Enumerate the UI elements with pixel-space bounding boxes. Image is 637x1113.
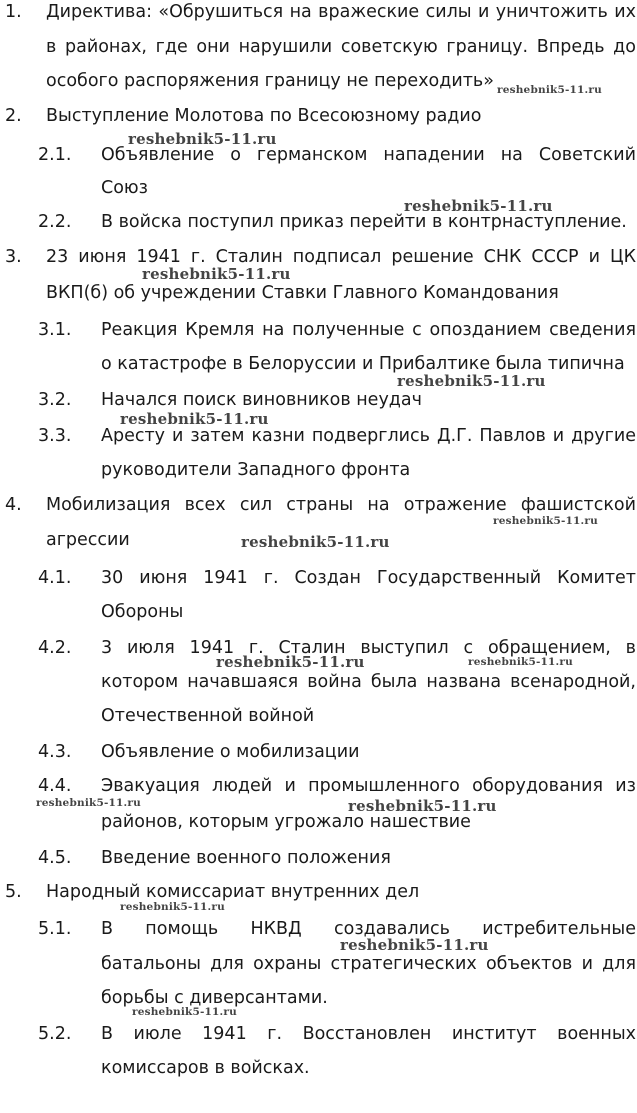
subitem-text-line: В помощь НКВД создавались истребительные xyxy=(101,919,636,939)
watermark-text: reshebnik5-11.ru xyxy=(36,797,141,809)
item-number: 1. xyxy=(5,2,22,22)
item-text-line: в районах, где они нарушили советскую границу. Впредь до xyxy=(46,37,636,57)
watermark-text: reshebnik5-11.ru xyxy=(340,936,489,954)
subitem-number: 2.2. xyxy=(38,212,72,232)
subitem-text-line: 3 июля 1941 г. Сталин выступил с обращением, в xyxy=(101,638,636,658)
subitem-text-line: В войска поступил приказ перейти в контрнаступление. xyxy=(101,212,627,232)
watermark-text: reshebnik5-11.ru xyxy=(493,515,598,527)
watermark-text: reshebnik5-11.ru xyxy=(397,372,546,390)
watermark-text: reshebnik5-11.ru xyxy=(241,533,390,551)
item-number: 5. xyxy=(5,882,22,902)
subitem-text-line: Начался поиск виновников неудач xyxy=(101,390,422,410)
subitem-number: 4.3. xyxy=(38,742,72,762)
subitem-text-line: 30 июня 1941 г. Создан Государственный Комитет xyxy=(101,568,636,588)
item-number: 4. xyxy=(5,495,22,515)
subitem-text-line: Аресту и затем казни подверглись Д.Г. Павлов и другие xyxy=(101,426,636,446)
watermark-text: reshebnik5-11.ru xyxy=(468,656,573,668)
subitem-text-line: о катастрофе в Белоруссии и Прибалтике была типична xyxy=(101,354,625,374)
watermark-text: reshebnik5-11.ru xyxy=(497,84,602,96)
subitem-text-line: руководители Западного фронта xyxy=(101,460,411,480)
subitem-text-line: Введение военного положения xyxy=(101,848,391,868)
subitem-text-line: Отечественной войной xyxy=(101,706,315,726)
item-text-line: Народный комиссариат внутренних дел xyxy=(46,882,420,902)
item-text-line: Выступление Молотова по Всесоюзному радио xyxy=(46,106,482,126)
subitem-text-line: Реакция Кремля на полученные с опозданием сведения xyxy=(101,320,636,340)
subitem-number: 3.1. xyxy=(38,320,72,340)
subitem-text-line: борьбы с диверсантами. xyxy=(101,988,328,1008)
item-text-line: Директива: «Обрушиться на вражеские силы и уничтожить их xyxy=(46,2,636,22)
subitem-number: 3.3. xyxy=(38,426,72,446)
subitem-text-line: Обороны xyxy=(101,602,184,622)
subitem-text-line: районов, которым угрожало нашествие xyxy=(101,812,471,832)
subitem-number: 4.4. xyxy=(38,776,72,796)
subitem-text-line: батальоны для охраны стратегических объектов и для xyxy=(101,954,636,974)
subitem-text-line: комиссаров в войсках. xyxy=(101,1058,310,1078)
watermark-text: reshebnik5-11.ru xyxy=(128,130,277,148)
watermark-text: reshebnik5-11.ru xyxy=(142,265,291,283)
subitem-number: 4.1. xyxy=(38,568,72,588)
watermark-text: reshebnik5-11.ru xyxy=(404,197,553,215)
item-number: 3. xyxy=(5,247,22,267)
item-text-line: агрессии xyxy=(46,530,130,550)
subitem-text-line: Эвакуация людей и промышленного оборудования из xyxy=(101,776,636,796)
watermark-text: reshebnik5-11.ru xyxy=(348,797,497,815)
watermark-text: reshebnik5-11.ru xyxy=(216,653,365,671)
subitem-number: 5.1. xyxy=(38,919,72,939)
item-text-line: особого распоряжения границу не переходить» xyxy=(46,71,494,91)
watermark-text: reshebnik5-11.ru xyxy=(132,1006,237,1018)
subitem-number: 4.5. xyxy=(38,848,72,868)
subitem-text-line: Объявление о германском нападении на Советский xyxy=(101,145,636,165)
item-text-line: ВКП(б) об учреждении Ставки Главного Командования xyxy=(46,283,559,303)
subitem-text-line: Объявление о мобилизации xyxy=(101,742,360,762)
subitem-number: 5.2. xyxy=(38,1024,72,1044)
subitem-number: 2.1. xyxy=(38,145,72,165)
item-text-line: Мобилизация всех сил страны на отражение фашистской xyxy=(46,495,636,515)
subitem-text-line: Союз xyxy=(101,178,148,198)
item-text-line: 23 июня 1941 г. Сталин подписал решение СНК СССР и ЦК xyxy=(46,247,636,267)
watermark-text: reshebnik5-11.ru xyxy=(120,901,225,913)
subitem-text-line: котором начавшаяся война была названа всенародной, xyxy=(101,672,636,692)
watermark-text: reshebnik5-11.ru xyxy=(120,410,269,428)
item-number: 2. xyxy=(5,106,22,126)
subitem-number: 4.2. xyxy=(38,638,72,658)
subitem-number: 3.2. xyxy=(38,390,72,410)
subitem-text-line: В июле 1941 г. Восстановлен институт военных xyxy=(101,1024,636,1044)
